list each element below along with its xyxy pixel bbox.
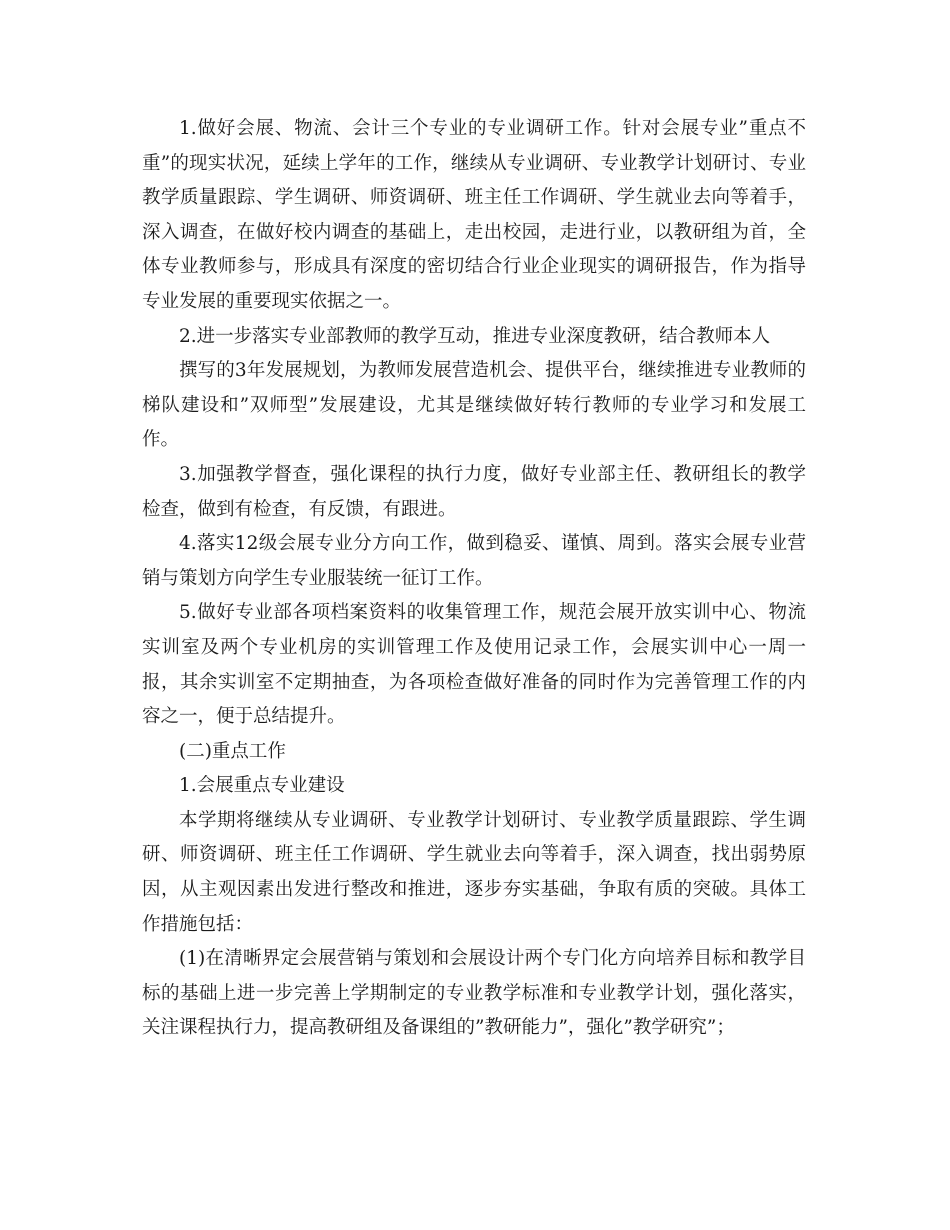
paragraph-4: 3.加强教学督查，强化课程的执行力度，做好专业部主任、教研组长的教学检查，做到有检查，有反馈，有跟进。: [142, 463, 806, 520]
subsection-heading: 1.会展重点专业建设: [179, 775, 345, 797]
paragraph-5: 4.落实12级会展专业分方向工作，做到稳妥、谨慎、周到。落实会展专业营销与策划方向学生专业服装统一征订工作。: [142, 533, 806, 589]
paragraph-2: 2.进一步落实专业部教师的教学互动，推进专业深度教研，结合教师本人: [179, 325, 771, 347]
paragraph-6: 5.做好专业部各项档案资料的收集管理工作，规范会展开放实训中心、物流实训室及两个专业机房的实训管理工作及使用记录工作，会展实训中心一周一报，其余实训室不定期抽查，为各项检查做好准备的同时作为完善管理工作的内容之一，便于总结提升。: [142, 602, 806, 728]
paragraph-9: 本学期将继续从专业调研、专业教学计划研讨、专业教学质量跟踪、学生调研、师资调研、班主任工作调研、学生就业去向等着手，深入调查，找出弱势原因，从主观因素出发进行整改和推进，逐步夯实基础，争取有质的突破。具体工作措施包括：: [142, 809, 806, 935]
document-body: [142, 112, 806, 1046]
section-heading: (二)重点工作: [179, 740, 286, 762]
paragraph-1: 1.做好会展、物流、会计三个专业的专业调研工作。针对会展专业”重点不重”的现实状况，延续上学年的工作，继续从专业调研、专业教学计划研讨、专业教学质量跟踪、学生调研、师资调研、班主任工作调研、学生就业去向等着手，深入调查，在做好校内调查的基础上，走出校园，走进行业，以教研组为首，全体专业教师参与，形成具有深度的密切结合行业企业现实的调研报告，作为指导专业发展的重要现实依据之一。: [142, 118, 806, 312]
paragraph-10: (1)在清晰界定会展营销与策划和会展设计两个专门化方向培养目标和教学目标的基础上进一步完善上学期制定的专业教学标准和专业教学计划，强化落实，关注课程执行力，提高教研组及备课组的”教研能力”，强化”教学研究”；: [142, 948, 806, 1039]
paragraph-3: 撰写的3年发展规划，为教师发展营造机会、提供平台，继续推进专业教师的梯队建设和”双师型”发展建设，尤其是继续做好转行教师的专业学习和发展工作。: [142, 360, 806, 451]
